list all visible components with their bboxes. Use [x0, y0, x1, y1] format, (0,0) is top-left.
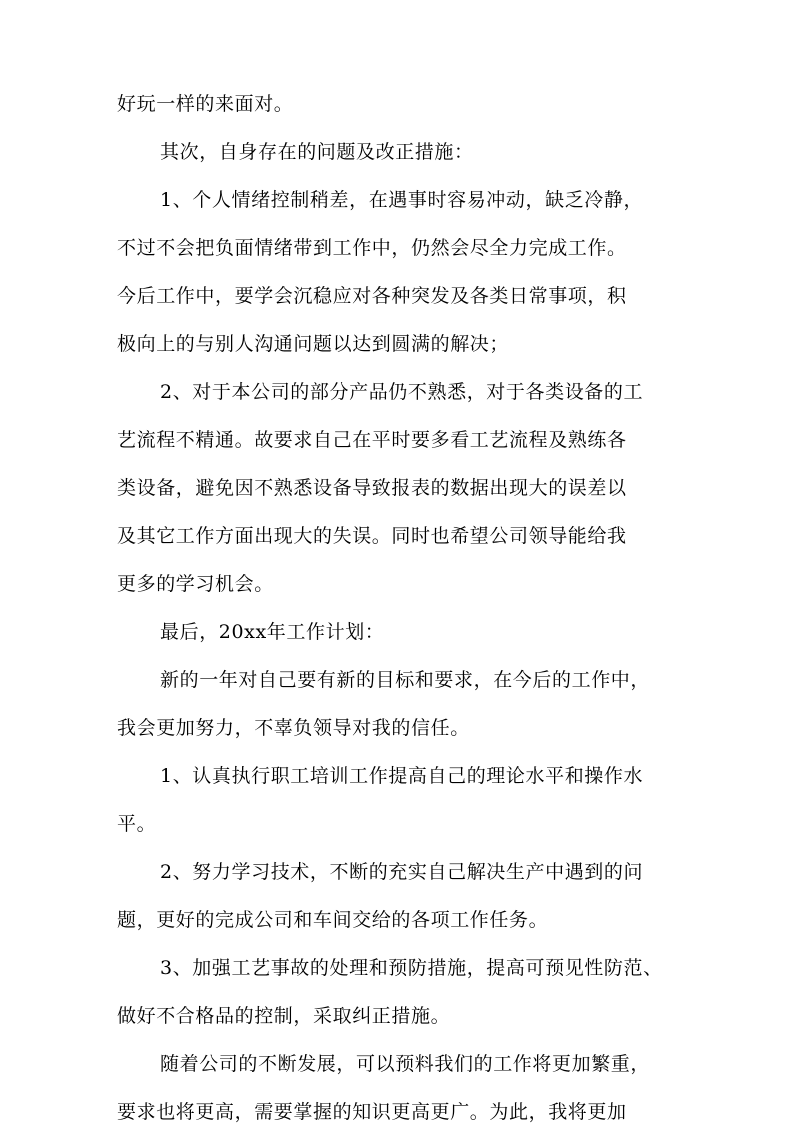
text-line: 类设备，避免因不熟悉设备导致报表的数据出现大的误差以: [117, 477, 627, 499]
text-line: 艺流程不精通。故要求自己在平时要多看工艺流程及熟练各: [117, 429, 627, 451]
text-line: 今后工作中，要学会沉稳应对各种突发及各类日常事项，积: [117, 285, 627, 307]
text-line: 做好不合格品的控制，采取纠正措施。: [117, 1005, 451, 1027]
section-heading: 最后，20xx年工作计划：: [160, 621, 385, 643]
text-line: 新的一年对自己要有新的目标和要求，在今后的工作中，: [160, 669, 651, 691]
text-line: 极向上的与别人沟通问题以达到圆满的解决；: [117, 333, 510, 355]
text-line: 3、加强工艺事故的处理和预防措施，提高可预见性防范、: [160, 957, 663, 979]
text-line: 2、努力学习技术，不断的充实自己解决生产中遇到的问: [160, 861, 644, 883]
text-line: 平。: [117, 813, 157, 835]
text-line: 1、认真执行职工培训工作提高自己的理论水平和操作水: [160, 765, 644, 787]
text-line: 不过不会把负面情绪带到工作中，仍然会尽全力完成工作。: [117, 237, 627, 259]
text-line: 1、个人情绪控制稍差，在遇事时容易冲动，缺乏冷静，: [160, 189, 644, 211]
text-line: 题，更好的完成公司和车间交给的各项工作任务。: [117, 909, 549, 931]
text-line: 好玩一样的来面对。: [117, 93, 294, 115]
section-heading: 其次，自身存在的问题及改正措施：: [160, 141, 474, 163]
text-line: 我会更加努力，不辜负领导对我的信任。: [117, 717, 470, 739]
text-line: 随着公司的不断发展，可以预料我们的工作将更加繁重，: [160, 1053, 651, 1075]
text-line: 更多的学习机会。: [117, 573, 274, 595]
text-line: 及其它工作方面出现大的失误。同时也希望公司领导能给我: [117, 525, 627, 547]
text-line: 2、对于本公司的部分产品仍不熟悉，对于各类设备的工: [160, 381, 644, 403]
text-line: 要求也将更高，需要掌握的知识更高更广。为此，我将更加: [117, 1101, 627, 1123]
